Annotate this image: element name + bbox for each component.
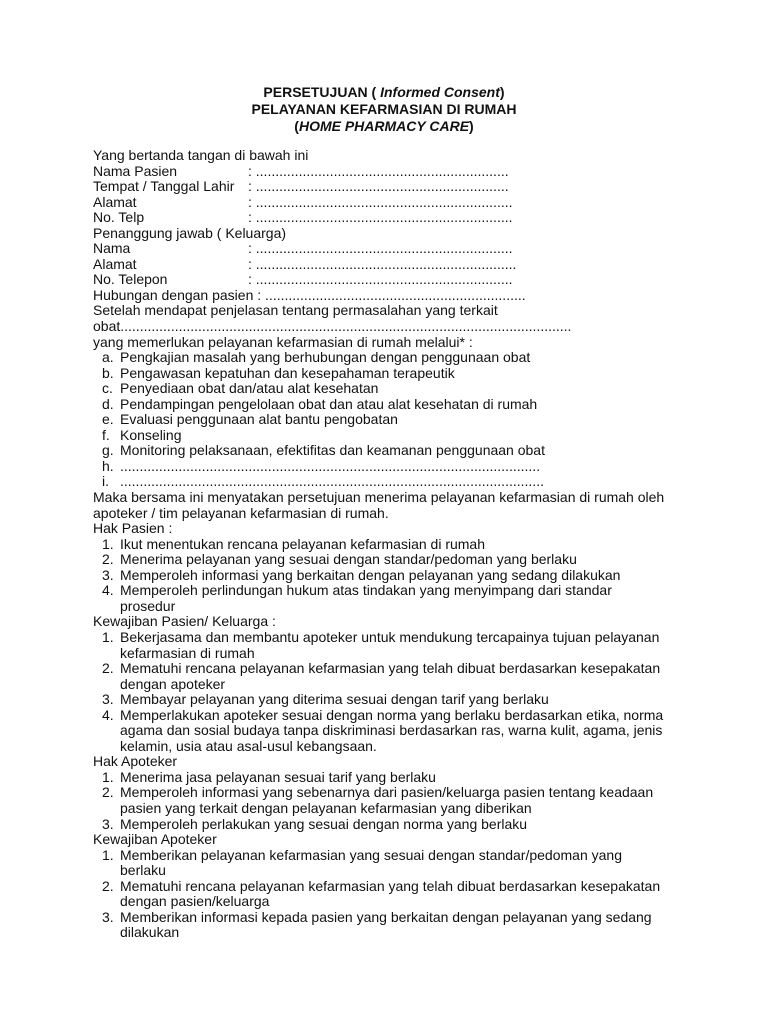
service-text: Konseling [120,426,182,443]
list-item-line: Mematuhi rencana pelayanan kefarmasian yang telah dibuat berdasarkan kesepakatan [120,877,661,894]
patient-phone-field: No. Telp : .................................................................. [93,209,513,226]
list-marker: 3. [102,691,114,708]
list-item-line: dengan pasien/keluarga [120,893,270,910]
list-item [93,910,683,941]
list-marker: a. [102,349,114,366]
list-item-line: kelamin, usia atau asal-usul kebangsaan. [120,737,377,754]
list-marker: 2. [102,877,114,894]
list-item [93,583,683,614]
agreement-line-1: Maka bersama ini menyatakan persetujuan menerima pelayanan kefarmasian di rumah oleh [93,489,665,506]
guardian-fields [93,241,683,288]
kewajiban-apoteker-list [93,848,683,941]
list-item [93,785,683,816]
list-marker: c. [102,380,113,397]
list-item [93,537,683,553]
list-marker: 1. [102,768,114,785]
list-item-line: pasien yang terkait dengan pelayanan kefarmasian yang diberikan [120,799,532,816]
patient-fields [93,164,683,226]
list-marker: d. [102,395,114,412]
service-item [93,397,683,413]
list-marker: 2. [102,660,114,677]
list-marker: 3. [102,908,114,925]
guardian-phone-field: No. Telepon : .................................................................. [93,271,513,288]
service-text: Monitoring pelaksanaan, efektifitas dan keamanan penggunaan obat [120,442,545,459]
patient-birth-field: Tempat / Tanggal Lahir : ................................................................. [93,178,509,195]
service-text: Pengkajian masalah yang berhubungan dengan penggunaan obat [120,349,531,366]
service-item [93,350,683,366]
list-marker: 3. [102,566,114,583]
guardian-heading: Penanggung jawab ( Keluarga) [93,224,287,241]
list-item-line: Memberikan informasi kepada pasien yang berkaitan dengan pelayanan yang sedang [120,908,652,925]
list-item-line: berlaku [120,862,166,879]
service-item [93,459,683,475]
hak-apoteker-list [93,770,683,832]
list-item [93,817,683,833]
list-item [93,568,683,584]
list-item-line: Memperoleh informasi yang sebenarnya dari pasien/keluarga pasien tentang keadaan [120,784,654,801]
list-marker: i. [102,473,109,490]
kewajiban-apoteker-heading: Kewajiban Apoteker [93,831,217,848]
explanation-line-1: Setelah mendapat penjelasan tentang permasalahan yang terkait [93,302,498,319]
patient-name-field: Nama Pasien : ................................................................. [93,162,509,179]
list-item-line: Memberikan pelayanan kefarmasian yang sesuai dengan standar/pedoman yang [120,846,622,863]
list-item-line: agama dan sosial budaya tanpa diskriminasi berdasarkan ras, warna kulit, agama, jenis [120,722,663,739]
list-item-line: dengan apoteker [120,675,226,692]
list-item [93,879,683,910]
service-text: Pengawasan kepatuhan dan kesepahaman terapeutik [120,364,455,381]
kewajiban-pasien-list [93,630,683,754]
services-list [93,350,683,490]
service-text: Evaluasi penggunaan alat bantu pengobatan [120,411,398,428]
agreement-line-2: apoteker / tim pelayanan kefarmasian di rumah. [93,504,389,521]
title-line-2: PELAYANAN KEFARMASIAN DI RUMAH [251,101,517,117]
service-item [93,443,683,459]
service-text: Pendampingan pengelolaan obat dan atau alat kesehatan di rumah [120,395,538,412]
list-item [93,630,683,661]
service-text: ............................................................................................................ [120,457,541,474]
relationship-field: Hubungan dengan pasien : ................................................................... [93,286,526,303]
service-text: Penyediaan obat dan/atau alat kesehatan [120,380,379,397]
list-item [93,692,683,708]
list-item-line: Membayar pelayanan yang diterima sesuai dengan tarif yang berlaku [120,691,549,708]
explanation-line-3: yang memerlukan pelayanan kefarmasian di rumah melalui* : [93,333,473,350]
hak-pasien-list [93,537,683,615]
hak-apoteker-heading: Hak Apoteker [93,753,178,770]
patient-address-field: Alamat : .................................................................. [93,193,513,210]
service-item [93,381,683,397]
list-item-line: Mematuhi rencana pelayanan kefarmasian yang telah dibuat berdasarkan kesepakatan [120,660,661,677]
list-marker: 4. [102,582,114,599]
title-line-1: PERSETUJUAN ( Informed Consent) [263,84,505,100]
list-marker: 4. [102,706,114,723]
list-item-line: Menerima pelayanan yang sesuai dengan standar/pedoman yang berlaku [120,551,577,568]
guardian-address-field: Alamat : ................................................................... [93,255,517,272]
list-item-line: Memperoleh perlakukan yang sesuai dengan norma yang berlaku [120,815,528,832]
service-item [93,428,683,444]
guardian-name-field: Nama : .................................................................. [93,240,513,257]
list-item [93,661,683,692]
list-item-line: Ikut menentukan rencana pelayanan kefarmasian di rumah [120,535,485,552]
list-item-line: Bekerjasama dan membantu apoteker untuk mendukung tercapainya tujuan pelayanan [120,628,660,645]
list-item-line: Memperoleh perlindungan hukum atas tindakan yang menyimpang dari standar [120,582,612,599]
list-marker: 2. [102,784,114,801]
service-item [93,474,683,490]
list-item-line: Menerima jasa pelayanan sesuai tarif yang berlaku [120,768,436,785]
list-item-line: Memperoleh informasi yang berkaitan dengan pelayanan yang sedang dilakukan [120,566,621,583]
service-item [93,366,683,382]
list-item [93,770,683,786]
list-item-line: prosedur [120,597,176,614]
list-marker: h. [102,457,114,474]
kewajiban-pasien-heading: Kewajiban Pasien/ Keluarga : [93,613,276,630]
list-marker: 1. [102,628,114,645]
list-marker: g. [102,442,114,459]
service-item [93,412,683,428]
list-item [93,708,683,755]
list-marker: 1. [102,846,114,863]
list-item-line: Memperlakukan apoteker sesuai dengan norma yang berlaku berdasarkan etika, norma [120,706,664,723]
hak-pasien-heading: Hak Pasien : [93,520,173,537]
intro-text: Yang bertanda tangan di bawah ini [93,147,309,163]
service-text: ............................................................................................................. [120,473,544,490]
list-marker: f. [102,426,110,443]
list-item-line: dilakukan [120,924,180,941]
list-item [93,848,683,879]
list-marker: 1. [102,535,114,552]
list-item-line: kefarmasian di rumah [120,644,255,661]
list-item [93,552,683,568]
explanation-line-2: obat.................................................................................................................... [93,318,572,335]
document-body [93,148,683,941]
list-marker: 2. [102,551,114,568]
list-marker: b. [102,364,114,381]
title-line-3: (HOME PHARMACY CARE) [294,118,474,134]
list-marker: 3. [102,815,114,832]
list-marker: e. [102,411,114,428]
